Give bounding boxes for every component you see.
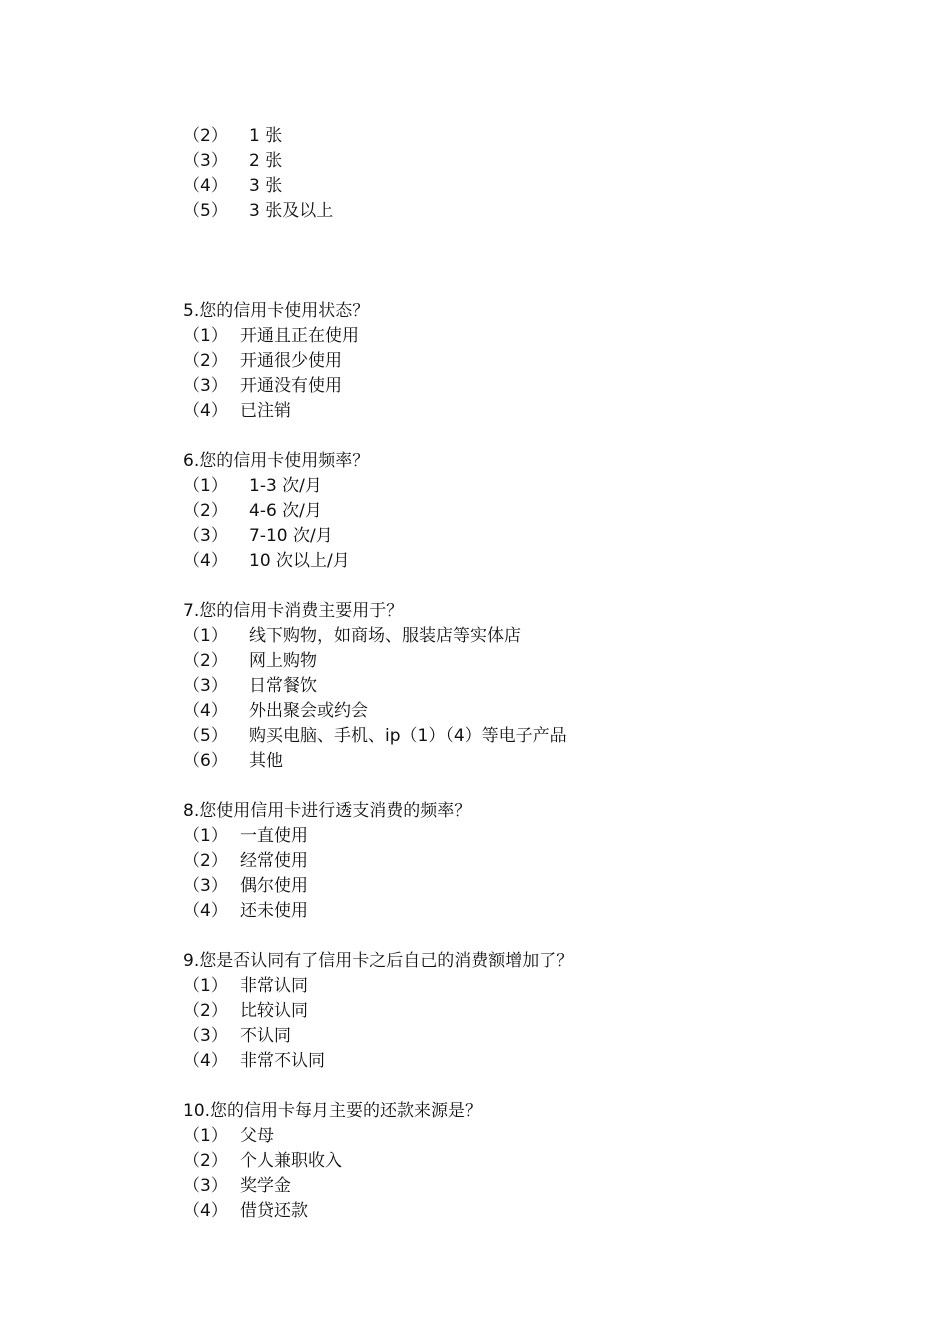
option — [183, 999, 883, 1024]
question-5 — [183, 299, 883, 424]
question-7 — [183, 599, 883, 774]
question-8 — [183, 799, 883, 924]
question-title: 5.您的信用卡使用状态？ — [183, 301, 370, 321]
option-number: （1） — [183, 826, 228, 846]
option — [183, 724, 883, 749]
question-9 — [183, 949, 883, 1074]
option-number: （5） — [183, 726, 228, 746]
option-number: （3） — [183, 376, 228, 396]
option-number: （1） — [183, 326, 228, 346]
option — [183, 474, 883, 499]
option-text: 非常认同 — [240, 976, 308, 996]
option-text: 外出聚会或约会 — [249, 701, 368, 721]
option-number: （1） — [183, 626, 228, 646]
document-page — [183, 124, 883, 1224]
option — [183, 699, 883, 724]
option-number: （6） — [183, 751, 228, 771]
option-text: 比较认同 — [240, 1001, 308, 1021]
option-number: （4） — [183, 701, 228, 721]
option — [183, 324, 883, 349]
option — [183, 199, 883, 224]
option — [183, 149, 883, 174]
option-text: 网上购物 — [249, 651, 317, 671]
option-number: （1） — [183, 976, 228, 996]
option-number: （4） — [183, 901, 228, 921]
option-number: （5） — [183, 201, 228, 221]
option — [183, 674, 883, 699]
option-text: 10 次以上/月 — [249, 551, 350, 571]
option-text: 不认同 — [240, 1026, 291, 1046]
spacer — [183, 424, 883, 449]
option-text: 一直使用 — [240, 826, 308, 846]
question-title: 6.您的信用卡使用频率？ — [183, 451, 370, 471]
option-number: （2） — [183, 851, 228, 871]
option-text: 借贷还款 — [240, 1201, 308, 1221]
option-number: （2） — [183, 351, 228, 371]
spacer — [183, 924, 883, 949]
option — [183, 124, 883, 149]
option-number: （1） — [183, 476, 228, 496]
spacer — [183, 1074, 883, 1099]
option — [183, 1149, 883, 1174]
option-number: （3） — [183, 876, 228, 896]
question-6 — [183, 449, 883, 574]
question-title: 8.您使用信用卡进行透支消费的频率？ — [183, 801, 472, 821]
option-number: （3） — [183, 676, 228, 696]
option-text: 开通且正在使用 — [240, 326, 359, 346]
option-number: （3） — [183, 1026, 228, 1046]
question-title: 10.您的信用卡每月主要的还款来源是？ — [183, 1101, 483, 1121]
option-text: 购买电脑、手机、ip（1）（4）等电子产品 — [249, 726, 567, 746]
option — [183, 1174, 883, 1199]
option-number: （2） — [183, 651, 228, 671]
option-text: 3 张及以上 — [249, 201, 334, 221]
option — [183, 899, 883, 924]
option-number: （3） — [183, 526, 228, 546]
option — [183, 624, 883, 649]
option — [183, 374, 883, 399]
option-number: （1） — [183, 1126, 228, 1146]
option — [183, 974, 883, 999]
option-text: 已注销 — [240, 401, 291, 421]
option-text: 3 张 — [249, 176, 283, 196]
option-text: 1 张 — [249, 126, 283, 146]
option-text: 开通很少使用 — [240, 351, 342, 371]
option-text: 个人兼职收入 — [240, 1151, 342, 1171]
option-text: 其他 — [249, 751, 283, 771]
spacer — [183, 224, 883, 274]
option-text: 非常不认同 — [240, 1051, 325, 1071]
spacer — [183, 274, 883, 299]
option-number: （3） — [183, 1176, 228, 1196]
option-text: 奖学金 — [240, 1176, 291, 1196]
option — [183, 349, 883, 374]
option — [183, 849, 883, 874]
option — [183, 399, 883, 424]
option-number: （4） — [183, 176, 228, 196]
option — [183, 874, 883, 899]
option-text: 经常使用 — [240, 851, 308, 871]
option-number: （2） — [183, 126, 228, 146]
option — [183, 1199, 883, 1224]
spacer — [183, 774, 883, 799]
option — [183, 824, 883, 849]
option-text: 线下购物，如商场、服装店等实体店 — [249, 626, 521, 646]
option-number: （2） — [183, 501, 228, 521]
question-title: 9.您是否认同有了信用卡之后自己的消费额增加了？ — [183, 951, 574, 971]
option-text: 1-3 次/月 — [249, 476, 322, 496]
option — [183, 1024, 883, 1049]
option-text: 7-10 次/月 — [249, 526, 333, 546]
option-text: 父母 — [240, 1126, 274, 1146]
option-text: 偶尔使用 — [240, 876, 308, 896]
option — [183, 1049, 883, 1074]
question-4-continued — [183, 124, 883, 224]
option-text: 4-6 次/月 — [249, 501, 322, 521]
option-number: （4） — [183, 1201, 228, 1221]
option-number: （2） — [183, 1001, 228, 1021]
option-text: 还未使用 — [240, 901, 308, 921]
option-number: （2） — [183, 1151, 228, 1171]
option-text: 日常餐饮 — [249, 676, 317, 696]
option-text: 2 张 — [249, 151, 283, 171]
spacer — [183, 574, 883, 599]
option — [183, 1124, 883, 1149]
option — [183, 649, 883, 674]
question-10 — [183, 1099, 883, 1224]
option-number: （4） — [183, 1051, 228, 1071]
option — [183, 524, 883, 549]
option-number: （4） — [183, 401, 228, 421]
option-number: （3） — [183, 151, 228, 171]
question-title: 7.您的信用卡消费主要用于？ — [183, 601, 404, 621]
option-text: 开通没有使用 — [240, 376, 342, 396]
option — [183, 749, 883, 774]
option-number: （4） — [183, 551, 228, 571]
option — [183, 174, 883, 199]
option — [183, 499, 883, 524]
option — [183, 549, 883, 574]
